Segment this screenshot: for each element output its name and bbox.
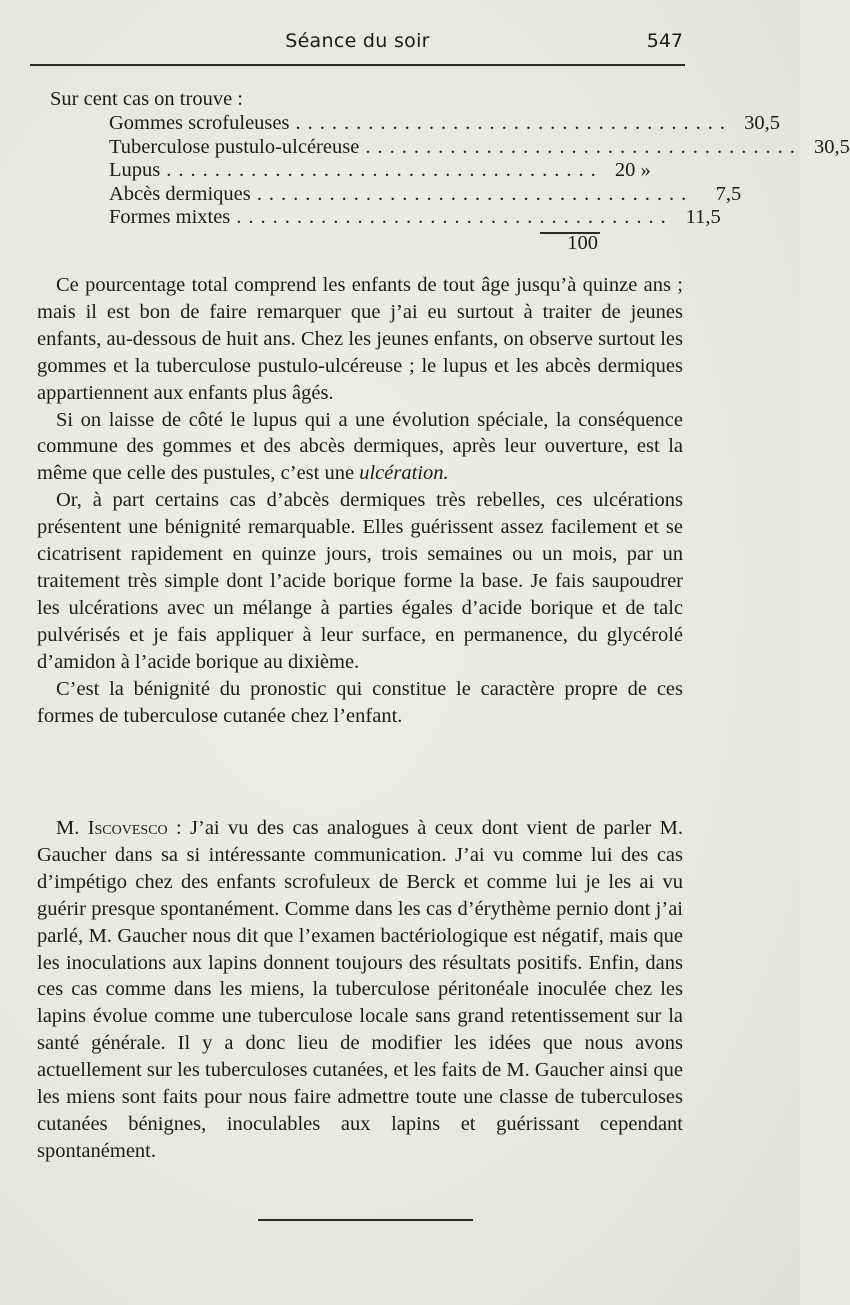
paragraph-text: : J’ai vu des cas analogues à ceux dont vient de parler M. Gaucher dans sa si intéressante communication. J’ai vu comme lui des cas d’impétigo chez des enfants scrofuleux de Berck et comme lui je les ai vu guérir presque spontanément. Comme dans les cas d’érythème pernio dont j’ai parlé, M. Gaucher nous dit que l’examen bactériologique est négatif, mais que les inoculations aux lapins donnent toujours des résultats positifs. Enfin, dans ces cas comme dans les miens, la tuberculose péritonéale inoculée chez les lapins évolue comme une tuberculose locale sans grand retentissement sur la santé générale. Il y a donc lieu de modifier les idées que nous avons actuellement sur les tuberculoses cutanées, et les faits de M. Gaucher ainsi que les miens sont faits pour nous faire admettre toute une classe de tuberculoses cutanées bénignes, inoculables aux lapins et guérissant cependant spontanément.: [37, 817, 684, 1162]
stats-total: 100: [567, 232, 598, 254]
paragraph: [37, 407, 683, 488]
header-title: Séance du soir: [285, 30, 430, 52]
stats-table: [109, 112, 850, 230]
stat-row: [109, 159, 651, 183]
stat-row: [109, 112, 780, 136]
stat-label: Gommes scrofuleuses: [109, 112, 290, 134]
dot-leader: ....................................: [256, 182, 694, 205]
stat-label: Formes mixtes: [109, 206, 231, 228]
stat-label: Tuberculose pustulo-ulcéreuse: [109, 135, 360, 158]
paragraph: Ce pourcentage total comprend les enfants de tout âge jusqu’à quinze ans ; mais il est bon de faire remarquer que j’ai eu surtout à traiter de jeunes enfants, au-dessous de huit ans. Chez les jeunes enfants, on observe surtout les gommes et la tuberculose pustulo-ulcéreuse ; le lupus et les abcès dermiques appartiennent aux enfants plus âgés.: [37, 274, 683, 404]
paragraph-text: Si on laisse de côté le lupus qui a une évolution spéciale, la conséquence commune des gommes et des abcès dermiques, après leur ouverture, est la même que celle des pustules, c’est une: [37, 408, 683, 485]
end-rule: [258, 1219, 473, 1221]
stats-intro: Sur cent cas on trouve :: [50, 88, 243, 110]
stat-row: [109, 206, 721, 230]
paragraph: C’est la bénignité du pronostic qui constitue le caractère propre de ces formes de tuberculose cutanée chez l’enfant.: [37, 677, 683, 727]
stat-label: Abcès dermiques: [109, 182, 251, 205]
dot-leader: ....................................: [295, 112, 732, 134]
stat-value: 11,5: [685, 206, 721, 228]
stat-row: [109, 135, 850, 160]
running-header: [30, 28, 685, 58]
paragraph: Or, à part certains cas d’abcès dermiques très rebelles, ces ulcérations présentent une bénignité remarquable. Elles guérissent assez facilement et se cicatrisent rapidement en quinze jours, trois semaines ou un mois, par un traitement très simple dont l’acide borique forme la base. Je fais saupoudrer les ulcérations avec un mélange à parties égales d’acide borique et de talc pulvérisés et je fais appliquer à leur surface, en permanence, du glycérolé d’amidon à l’acide borique au dixième.: [37, 489, 683, 673]
stat-value: 30,5: [744, 112, 780, 134]
stat-row: [109, 182, 742, 207]
paragraph: [37, 815, 683, 1165]
stat-label: Lupus: [109, 159, 161, 181]
stat-value: 7,5: [715, 182, 742, 205]
stat-value: 30,5: [813, 135, 850, 158]
body-text-block: [37, 272, 683, 729]
speaker-name: M. Iscovesco: [56, 817, 168, 839]
page-number: 547: [646, 30, 683, 52]
stat-value: 20 »: [614, 159, 651, 181]
body-text-block: [37, 815, 683, 1165]
dot-leader: ....................................: [236, 206, 673, 228]
dot-leader: ....................................: [365, 135, 802, 158]
emphasis-text: ulcération.: [359, 462, 449, 485]
header-rule: [30, 64, 685, 66]
dot-leader: ....................................: [166, 159, 603, 181]
